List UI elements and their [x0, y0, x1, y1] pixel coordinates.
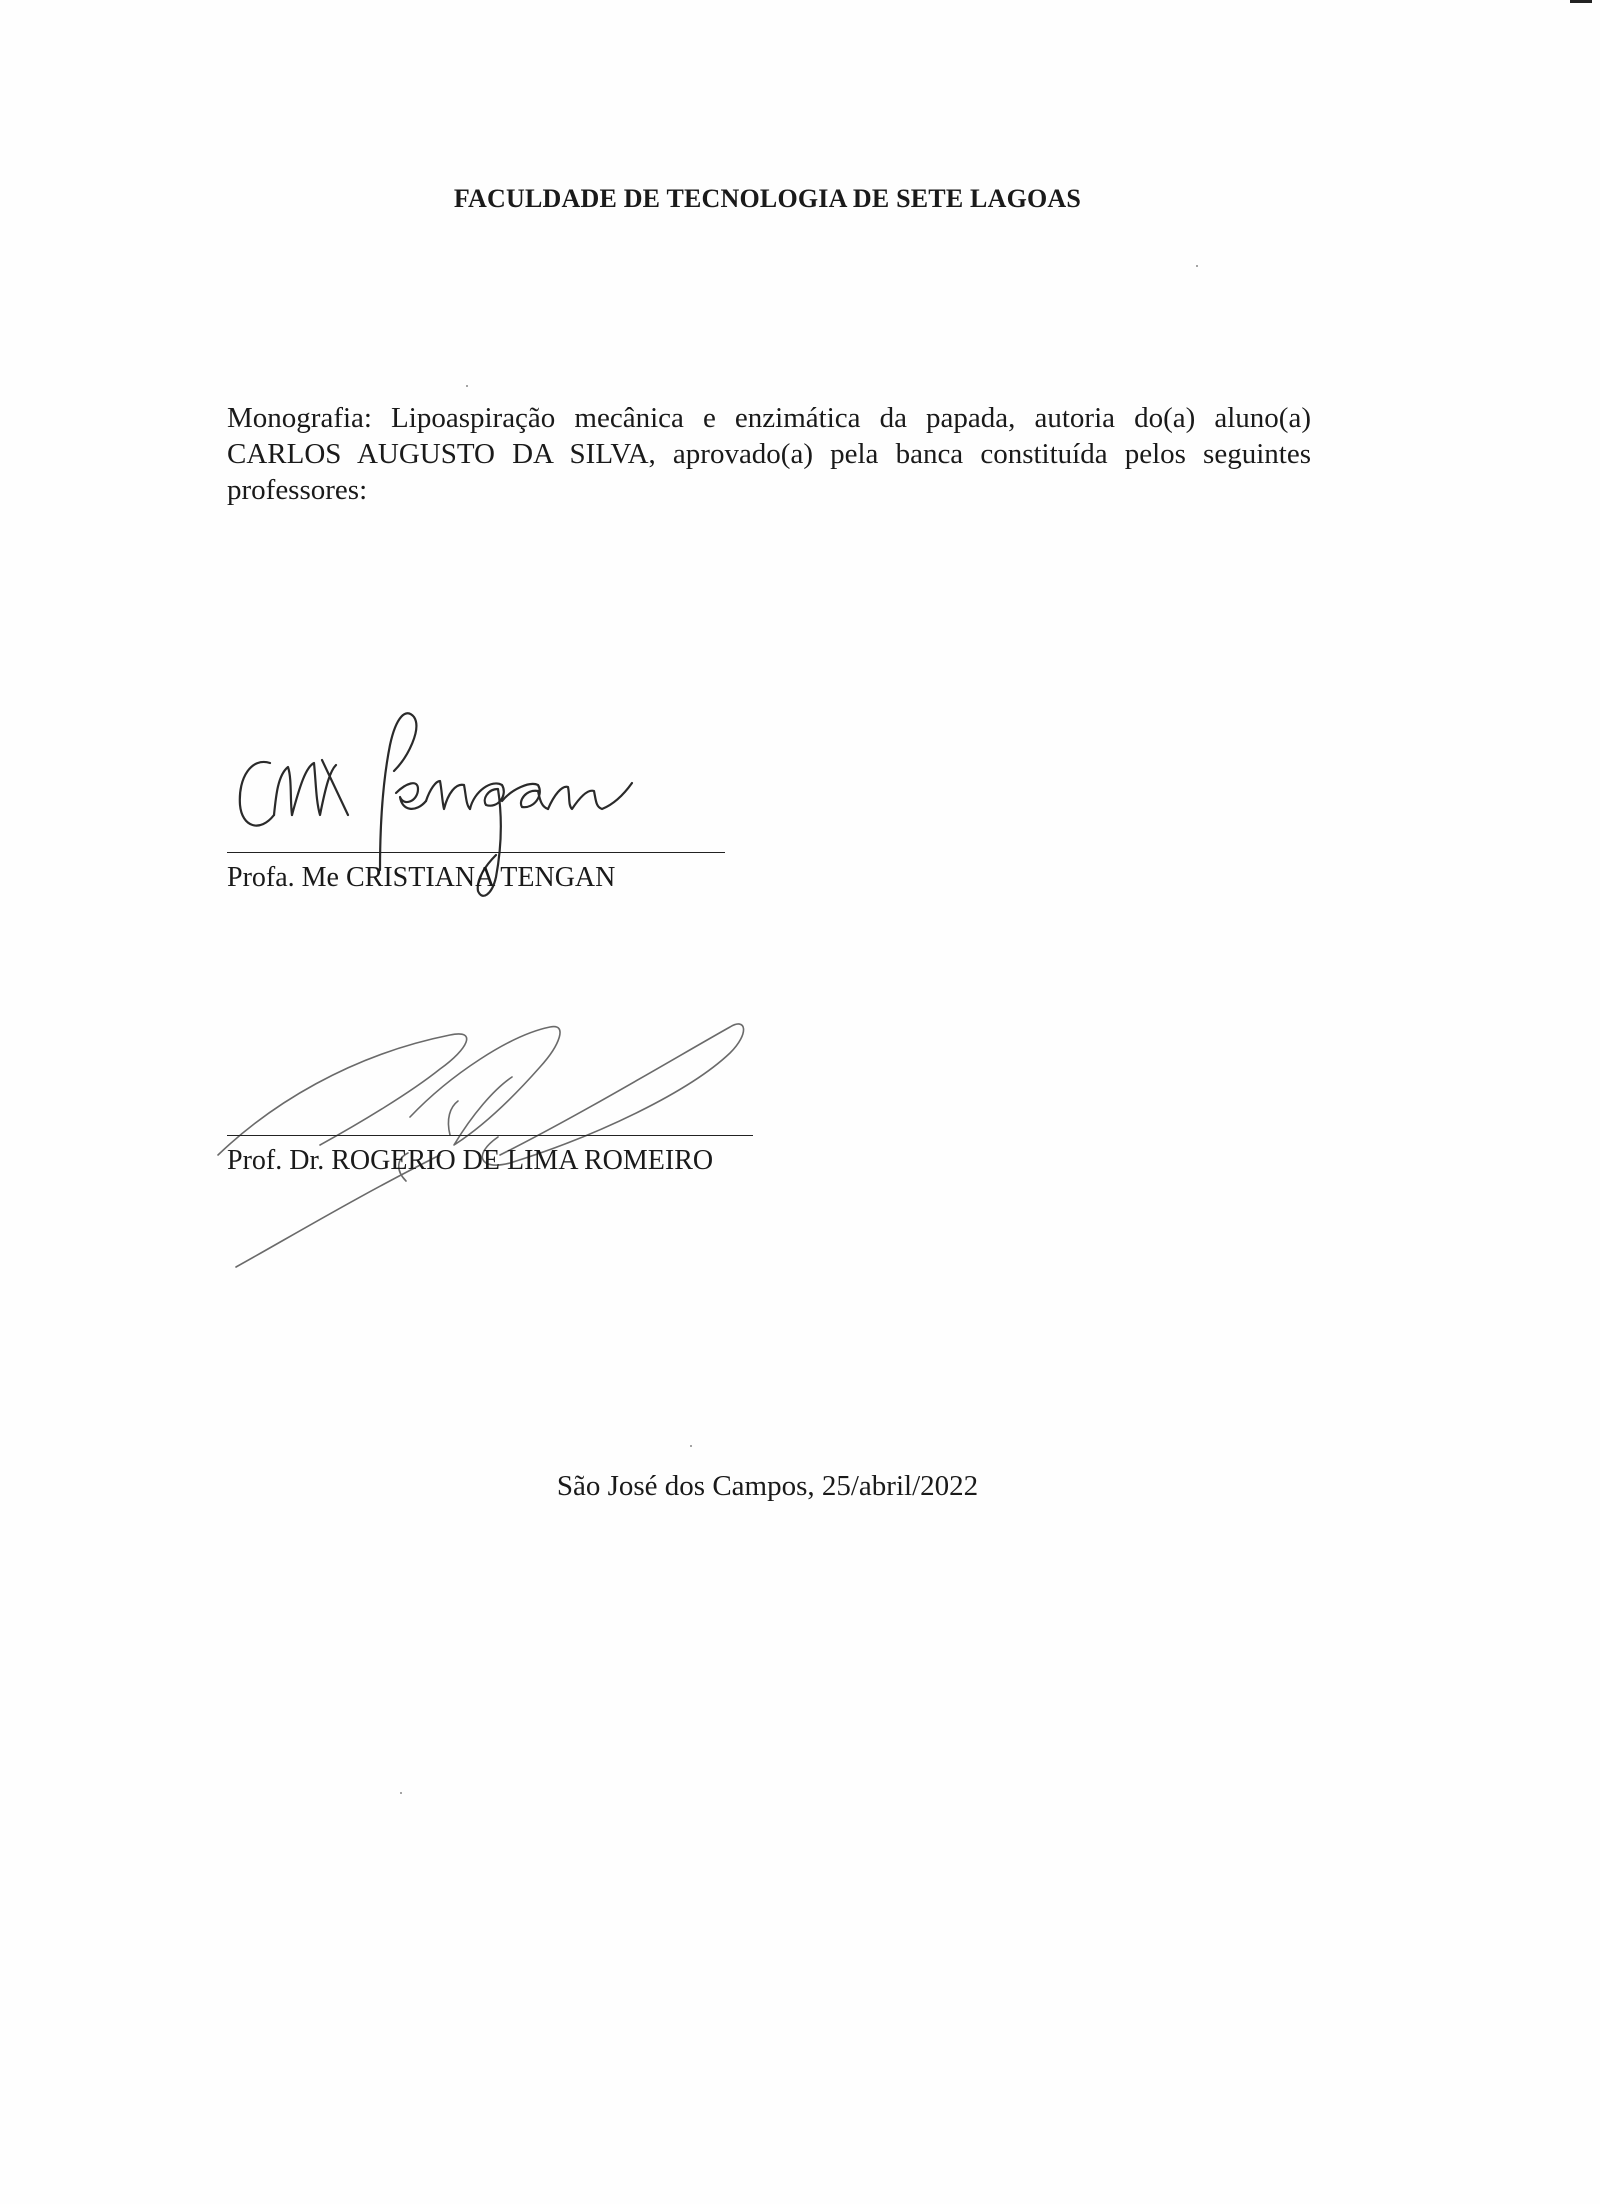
- scan-edge-mark: [1570, 0, 1592, 3]
- signature-line-2: [227, 1135, 753, 1136]
- signature-2: [210, 1005, 770, 1270]
- scan-speck: [400, 1792, 402, 1794]
- signatory-2-name: Prof. Dr. ROGERIO DE LIMA ROMEIRO: [227, 1145, 714, 1176]
- scan-speck: [1196, 265, 1198, 267]
- scan-speck: [690, 1445, 692, 1447]
- signature-line-1: [227, 852, 725, 853]
- signatory-1-name: Profa. Me CRISTIANA TENGAN: [227, 862, 616, 893]
- institution-title: FACULDADE DE TECNOLOGIA DE SETE LAGOAS: [453, 184, 1082, 213]
- approval-statement: Monografia: Lipoaspiração mecânica e enzimática da papada, autoria do(a) aluno(a) CARLOS AUGUSTO DA SILVA, aprovado(a) pela banca constituída pelos seguintes professores:: [227, 402, 1311, 506]
- place-and-date: São José dos Campos, 25/abril/2022: [556, 1470, 979, 1502]
- scan-speck: [466, 385, 468, 387]
